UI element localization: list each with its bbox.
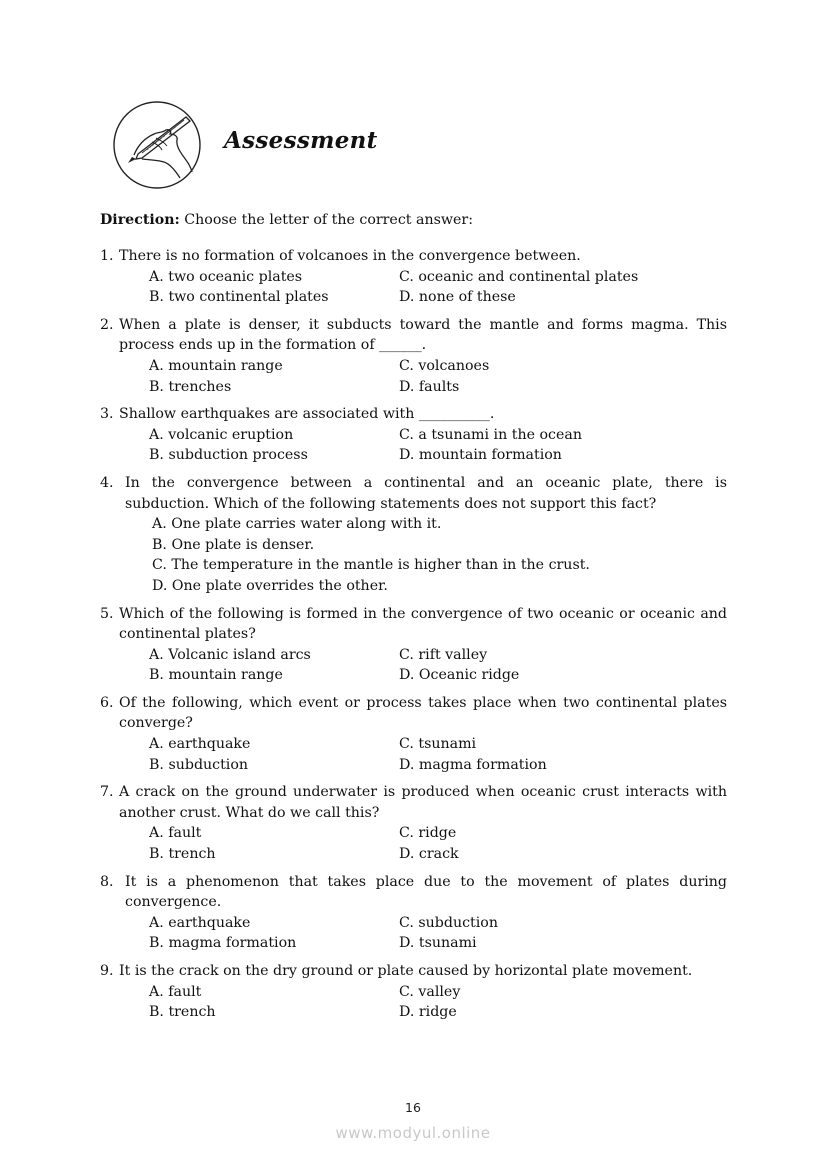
hand-writing-with-pen-icon [112, 100, 202, 190]
direction-line [100, 210, 473, 230]
question-stem: A crack on the ground underwater is produced when oceanic crust interacts with another crust. What do we call this? [119, 784, 727, 821]
assessment-header [112, 100, 512, 190]
option-c: C. a tsunami in the ocean [399, 426, 582, 443]
option-a: A. volcanic eruption [149, 426, 294, 443]
question-number: 2. [100, 316, 114, 333]
question-number: 9. [100, 963, 114, 979]
question-3 [100, 404, 727, 466]
option-c: C. volcanoes [399, 357, 490, 374]
question-stem: There is no formation of volcanoes in the convergence between. [119, 248, 581, 264]
option-b: B. trenches [149, 378, 232, 395]
question-stem: Shallow earthquakes are associated with __________. [119, 406, 495, 423]
question-stem: When a plate is denser, it subducts toward the mantle and forms magma. This process ends up in the formation of ______. [119, 316, 727, 354]
page-number: 16 [405, 1100, 421, 1115]
option-b: B. subduction process [149, 447, 308, 464]
option-d: D. ridge [399, 1004, 457, 1021]
option-d: D. crack [399, 846, 459, 863]
option-b: B. mountain range [149, 667, 283, 684]
question-number: 8. [100, 873, 114, 890]
option-c: C. subduction [399, 914, 498, 931]
question-6 [100, 693, 727, 775]
question-stem: It is the crack on the dry ground or plate caused by horizontal plate movement. [119, 963, 693, 979]
option-c: C. valley [399, 983, 461, 1000]
option-d: D. tsunami [399, 935, 477, 952]
question-number: 1. [100, 248, 114, 264]
option-a: A. two oceanic plates [149, 268, 303, 285]
option-a: A. One plate carries water along with it. [152, 516, 442, 533]
question-8 [100, 872, 727, 954]
option-c: C. oceanic and continental plates [399, 268, 639, 285]
question-number: 6. [100, 694, 114, 711]
question-stem: Of the following, which event or process takes place when two continental plates converge? [119, 694, 727, 732]
option-d: D. none of these [399, 289, 516, 306]
option-b: B. two continental plates [149, 289, 329, 306]
page-title: Assessment [224, 127, 378, 154]
option-d: D. mountain formation [399, 447, 562, 464]
question-list [100, 246, 727, 1030]
question-stem: Which of the following is formed in the convergence of two oceanic or oceanic and continental plates? [119, 605, 727, 643]
option-b: B. magma formation [149, 935, 297, 952]
option-a: A. mountain range [149, 357, 283, 374]
option-d: D. magma formation [399, 756, 547, 773]
question-7 [100, 782, 727, 864]
question-2 [100, 315, 727, 397]
option-d: D. faults [399, 378, 460, 395]
direction-text: Choose the letter of the correct answer: [179, 212, 473, 228]
question-number: 5. [100, 605, 114, 622]
question-1 [100, 246, 727, 308]
option-b: B. One plate is denser. [152, 536, 315, 553]
option-c: C. The temperature in the mantle is higher than in the crust. [152, 557, 590, 574]
option-a: A. earthquake [149, 914, 251, 931]
question-stem: In the convergence between a continental and an oceanic plate, there is subduction. Which of the following statements does not support this fact? [125, 474, 727, 512]
question-number: 7. [100, 784, 114, 801]
option-a: A. fault [149, 983, 202, 1000]
direction-label: Direction: [100, 212, 180, 228]
question-number: 3. [100, 406, 114, 423]
option-a: A. earthquake [149, 736, 251, 753]
question-number: 4. [100, 474, 114, 491]
option-a: A. fault [149, 825, 202, 842]
question-4 [100, 473, 727, 597]
option-b: B. subduction [149, 756, 249, 773]
question-5 [100, 604, 727, 686]
question-9 [100, 961, 727, 1023]
option-a: A. Volcanic island arcs [149, 646, 311, 663]
question-stem: It is a phenomenon that takes place due to the movement of plates during convergence. [125, 873, 727, 911]
option-c: C. tsunami [399, 736, 477, 753]
option-d: D. Oceanic ridge [399, 667, 520, 684]
option-b: B. trench [149, 1004, 216, 1021]
option-c: C. ridge [399, 825, 457, 842]
option-b: B. trench [149, 846, 216, 863]
option-c: C. rift valley [399, 646, 488, 663]
watermark: www.modyul.online [335, 1124, 491, 1142]
option-d: D. One plate overrides the other. [152, 577, 388, 594]
